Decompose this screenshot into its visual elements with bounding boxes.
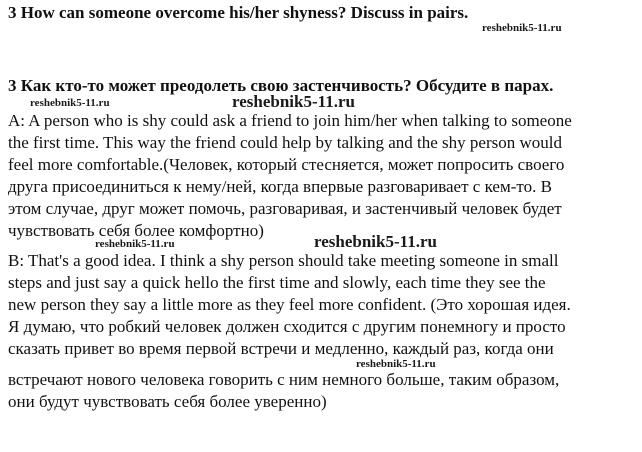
watermark: reshebnik5-11.ru <box>314 232 437 251</box>
answer-line: Я думаю, что робкий человек должен сходится с другим понемногу и просто <box>8 317 566 336</box>
answer-line: the first time. This way the friend could help by talking and the shy person would <box>8 133 562 152</box>
answer-line: они будут чувствовать себя более уверенно) <box>8 392 327 411</box>
watermark: reshebnik5-11.ru <box>482 22 562 34</box>
exercise-heading-ru: 3 Как кто-то может преодолеть свою застенчивость? Обсудите в парах. <box>8 76 554 95</box>
watermark: reshebnik5-11.ru <box>30 97 110 109</box>
watermark: reshebnik5-11.ru <box>232 92 355 111</box>
answer-line: этом случае, друг может помочь, разговаривая, и застенчивый человек будет <box>8 199 562 218</box>
answer-line: встречают нового человека говорить с ним немного больше, таким образом, <box>8 370 560 389</box>
answer-line: сказать привет во время первой встречи и медленно, каждый раз, когда они <box>8 339 554 358</box>
answer-line: друга присоединиться к нему/ней, когда впервые разговаривает с кем-то. В <box>8 177 552 196</box>
answer-line: A: A person who is shy could ask a friend to join him/her when talking to someone <box>8 111 572 130</box>
watermark: reshebnik5-11.ru <box>95 238 175 250</box>
exercise-heading-en: 3 How can someone overcome his/her shyness? Discuss in pairs. <box>8 3 469 22</box>
answer-line: feel more comfortable.(Человек, который стесняется, может попросить своего <box>8 155 565 174</box>
answer-line: B: That's a good idea. I think a shy person should take meeting someone in small <box>8 251 559 270</box>
watermark: reshebnik5-11.ru <box>356 358 436 370</box>
answer-line: new person they say a little more as they feel more confident. (Это хорошая идея. <box>8 295 571 314</box>
answer-line: steps and just say a quick hello the first time and slowly, each time they see the <box>8 273 546 292</box>
answer-line: чувствовать себя более комфортно) <box>8 221 264 240</box>
